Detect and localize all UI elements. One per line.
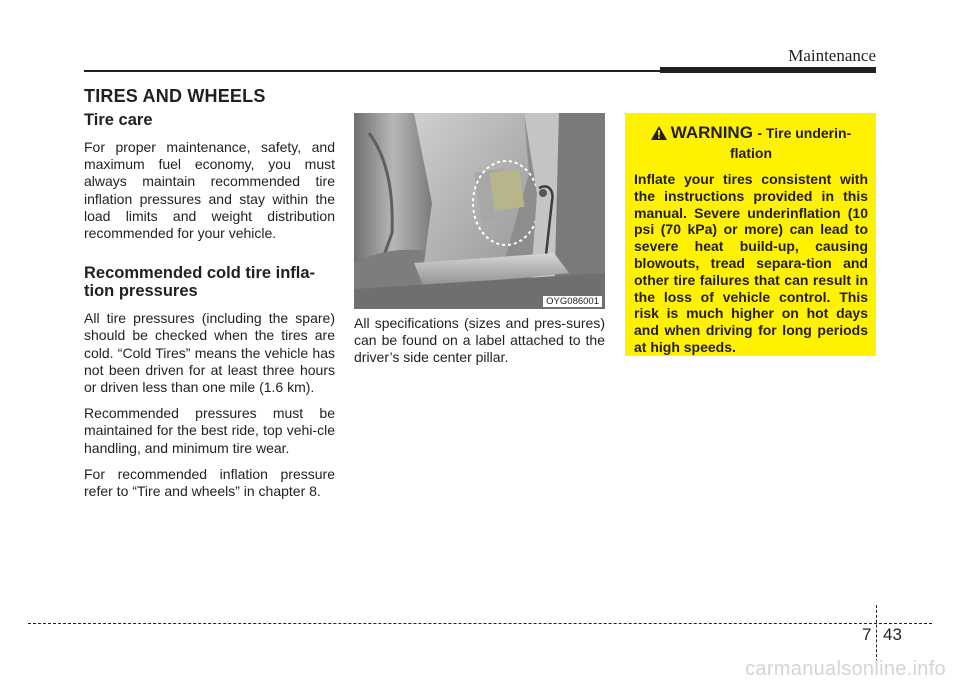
warning-box [625,113,876,356]
figure-caption-text: All specifications (sizes and pres-sures) can be found on a label attached to the driver’s side center pillar. [354,315,605,366]
header-rule [84,70,660,72]
warning-title: WARNING [670,123,753,142]
warning-triangle-icon [651,126,667,145]
figure-caption [354,315,605,376]
chapter-number: 7 [862,625,872,644]
header-rule-thick [660,67,876,73]
cold-pressure-paragraph: For recommended inflation pressure refer to “Tire and wheels” in chapter 8. [84,465,335,500]
left-column [84,111,335,509]
tire-care-heading: Tire care [84,111,153,129]
watermark: carmanualsonline.info [745,658,946,680]
page-heading: TIRES AND WHEELS [84,86,266,106]
section-title: Maintenance [788,46,876,65]
warning-header [634,123,868,163]
warning-body: Inflate your tires consistent with the instructions provided in this manual. Severe underinflation (10 psi (70 kPa) or more) can lead to severe heat build-up, causing blowouts, tread separa-tion and other tire failures that can result in the loss of vehicle control. This risk is much higher on hot days and when driving for long periods at high speeds. [634,171,868,355]
cold-pressure-heading-text: Recommended cold tire infla-tion pressures [84,264,316,301]
door-pillar-illustration [354,113,605,309]
cold-pressure-paragraph: Recommended pressures must be maintained for the best ride, top vehi-cle handling, and minimum tire wear. [84,405,335,456]
cold-pressure-heading [84,264,335,300]
figure-code: OYG086001 [543,296,602,307]
footer-rule [28,623,932,624]
page-number: 43 [883,625,902,644]
cold-pressure-paragraph: All tire pressures (including the spare) should be checked when the tires are cold. “Cold Tires” means the vehicle has not been driven for at least three hours or driven less than one mile (1.6 km). [84,310,335,396]
tire-care-text: For proper maintenance, safety, and maximum fuel economy, you must always maintain recommended tire inflation pressures and stay within the load limits and weight distribution recommended for your vehicle. [84,139,335,242]
door-pillar-photo [354,113,605,309]
warning-subtitle: - Tire underin-flation [730,125,852,161]
